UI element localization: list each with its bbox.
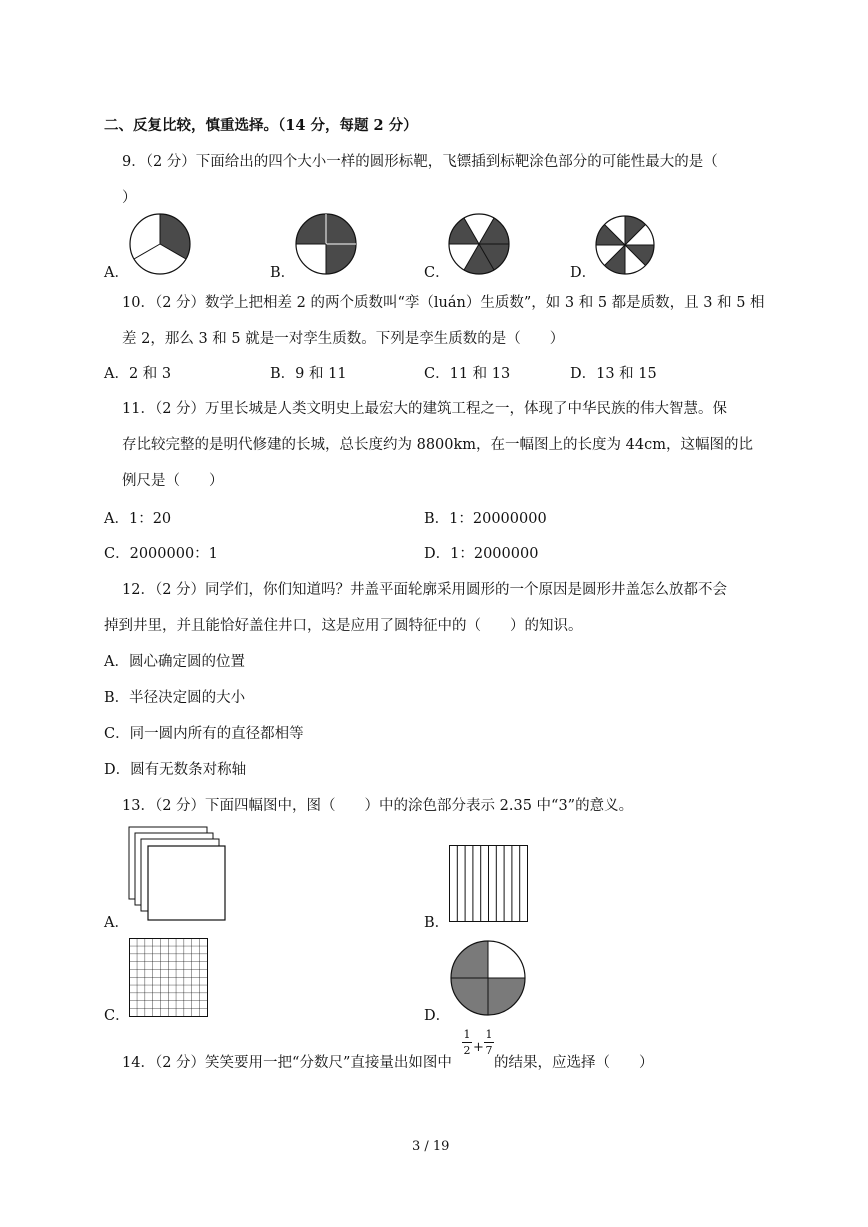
q9-target-c: [447, 212, 511, 276]
q9-line1: 9．（2 分）下面给出的四个大小一样的圆形标靶，飞镖插到标靶涂色部分的可能性最大的是（: [122, 154, 718, 170]
q13-option-c-label: C．: [104, 1008, 130, 1024]
q9-target-b: [294, 212, 358, 276]
section-header: 二、反复比较，慎重选择。（14 分，每题 2 分）: [104, 117, 418, 134]
page-number: 3 / 19: [412, 1139, 450, 1154]
q14-fraction-1: [462, 1029, 472, 1056]
q10-option-c: C．11 和 13: [424, 366, 511, 382]
q10-line2: 差 2，那么 3 和 5 就是一对孪生质数。下列是孪生质数的是（ ）: [122, 331, 565, 347]
q14-fraction-2-denominator: 7: [485, 1044, 493, 1057]
q14-fraction-2: [484, 1029, 494, 1056]
q13-option-d-label: D．: [424, 1008, 451, 1024]
q12-option-c: C．同一圆内所有的直径都相等: [104, 726, 304, 742]
q10-option-b: B．9 和 11: [270, 366, 347, 382]
q13-line1: 13．（2 分）下面四幅图中，图（ ）中的涂色部分表示 2.35 中“3”的意义。: [122, 798, 634, 814]
q14-fraction-2-numerator: 1: [485, 1028, 493, 1041]
q12-line1: 12．（2 分）同学们，你们知道吗？井盖平面轮廓采用圆形的一个原因是圆形井盖怎么放都不会: [122, 582, 728, 598]
q12-option-a: A．圆心确定圆的位置: [104, 654, 245, 670]
q14-text-after: 的结果，应选择（ ）: [494, 1055, 654, 1071]
q12-line2: 掉到井里，并且能恰好盖住井口，这是应用了圆特征中的（ ）的知识。: [104, 618, 583, 634]
q13-option-b-label: B．: [424, 915, 450, 931]
q14-fraction-1-numerator: 1: [463, 1028, 471, 1041]
q9-option-c-label: C．: [424, 265, 450, 281]
q14-text-before: 14．（2 分）笑笑要用一把“分数尺”直接量出如图中: [122, 1055, 452, 1071]
q12-option-b: B．半径决定圆的大小: [104, 690, 246, 706]
q13-figure-a-stacked-squares: [128, 826, 228, 922]
q11-option-d: D．1：2000000: [424, 546, 539, 562]
q12-option-d: D．圆有无数条对称轴: [104, 762, 247, 778]
q9-target-d: [594, 214, 656, 276]
q11-line3: 例尺是（ ）: [122, 473, 224, 489]
q9-line2: ）: [122, 190, 137, 206]
q10-option-a: A．2 和 3: [104, 366, 172, 382]
q14-plus-sign: +: [473, 1040, 484, 1055]
q11-line1: 11．（2 分）万里长城是人类文明史上最宏大的建筑工程之一，体现了中华民族的伟大智慧。保: [122, 401, 728, 417]
q13-figure-c-grid: [129, 938, 209, 1018]
q9-option-b-label: B．: [270, 265, 296, 281]
q13-figure-b-strips: [449, 845, 529, 923]
q14-fraction-1-denominator: 2: [463, 1044, 471, 1057]
q9-target-a: [128, 212, 192, 276]
q9-option-a-label: A．: [104, 265, 129, 281]
q11-option-c: C．2000000：1: [104, 546, 218, 562]
q13-figure-d-circle: [449, 939, 527, 1017]
q10-line1: 10．（2 分）数学上把相差 2 的两个质数叫“孪（luán）生质数”，如 3 和 5 都是质数，且 3 和 5 相: [122, 295, 765, 311]
q13-option-a-label: A．: [104, 915, 129, 931]
q9-option-d-label: D．: [570, 265, 597, 281]
q11-option-a: A．1：20: [104, 511, 172, 527]
q10-option-d: D．13 和 15: [570, 366, 657, 382]
q11-option-b: B．1：20000000: [424, 511, 547, 527]
q11-line2: 存比较完整的是明代修建的长城，总长度约为 8800km，在一幅图上的长度为 44cm，这幅图的比: [122, 437, 753, 453]
